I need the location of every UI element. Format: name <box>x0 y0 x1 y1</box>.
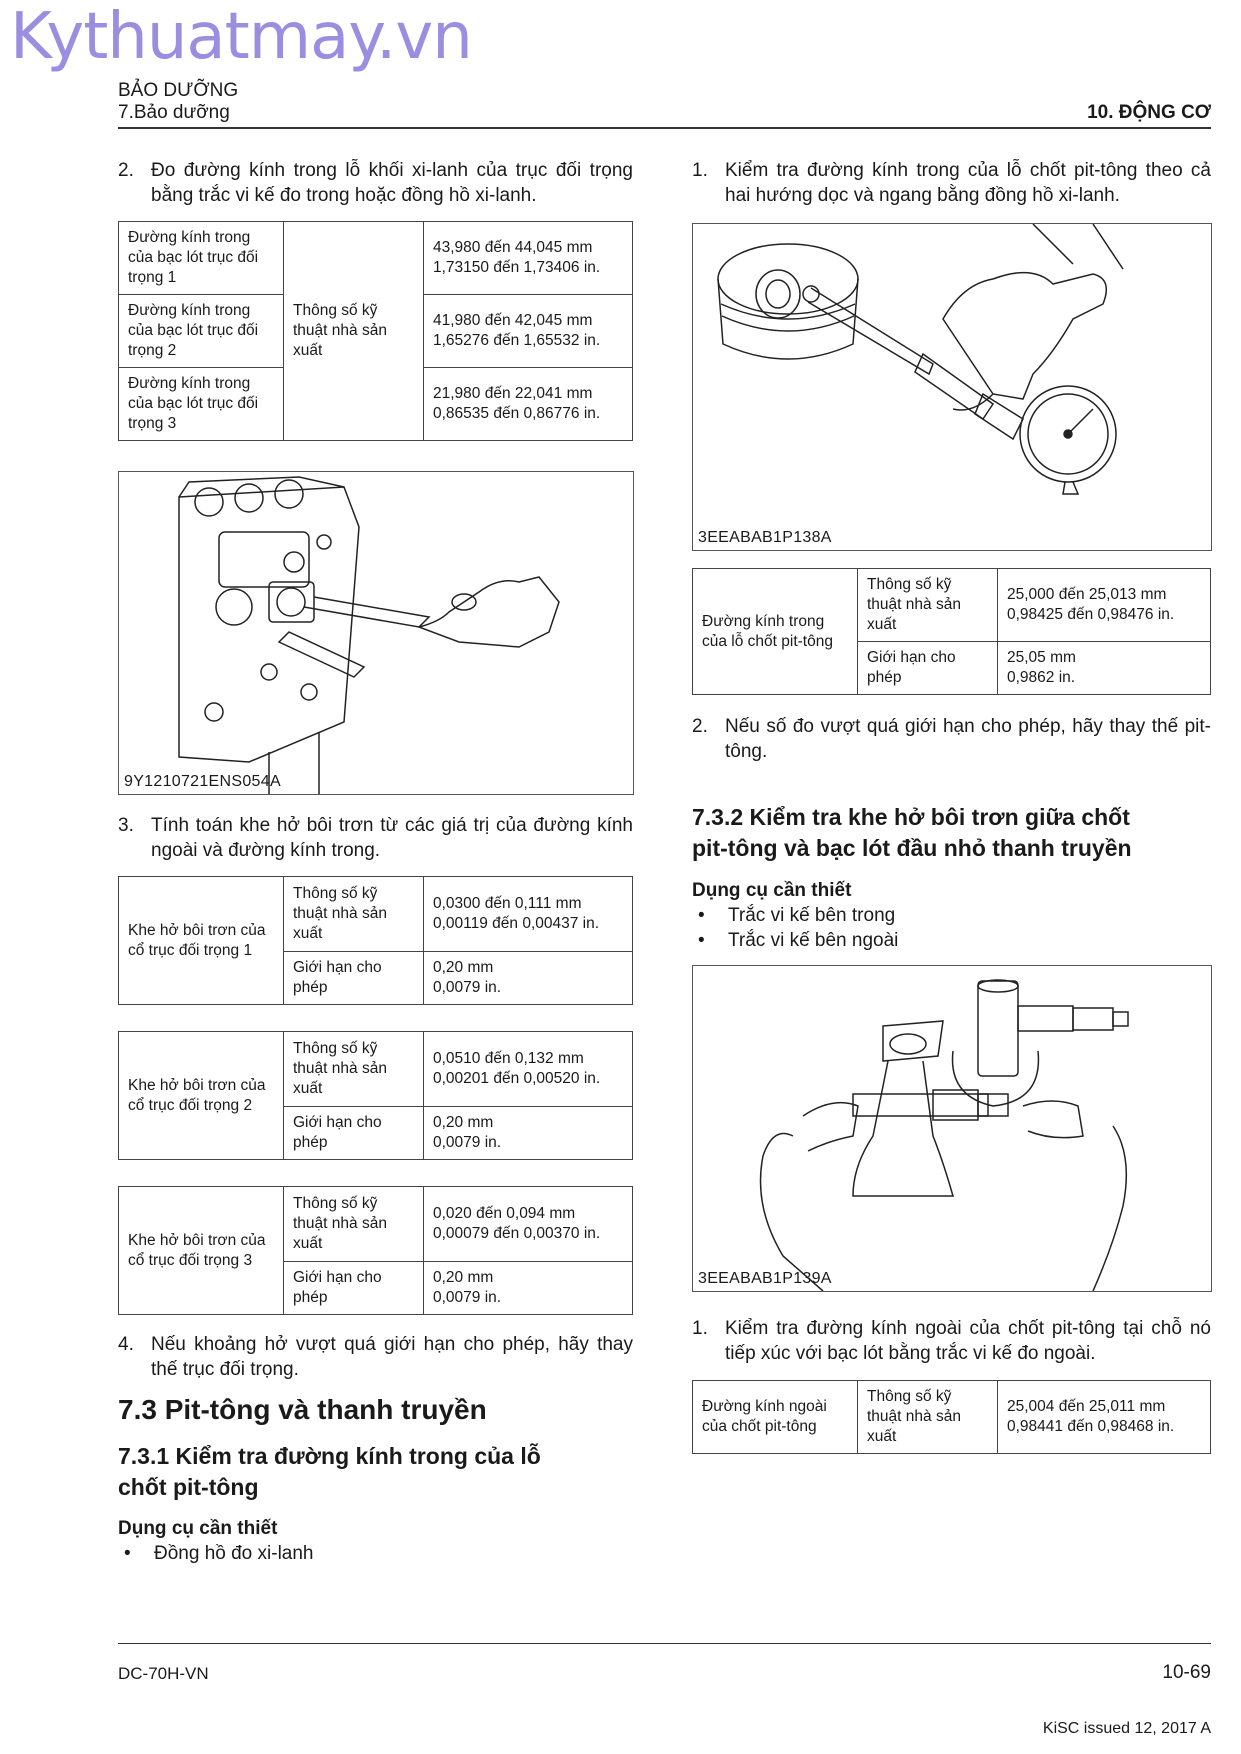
limit-label: Giới hạn cho phép <box>284 1107 424 1160</box>
spec-value: 0,0300 đến 0,111 mm 0,00119 đến 0,00437 in. <box>424 877 633 952</box>
spec-value: 0,0510 đến 0,132 mm 0,00201 đến 0,00520 in. <box>424 1032 633 1107</box>
spec-value: 43,980 đến 44,045 mm 1,73150 đến 1,73406 in. <box>424 222 633 295</box>
step-number: 2. <box>692 716 708 737</box>
pin-micrometer-illustration <box>693 966 1211 1291</box>
footer-rule <box>118 1643 1211 1644</box>
spec-label: Thông số kỹ thuật nhà sản xuất <box>284 222 424 441</box>
footer-issued: KiSC issued 12, 2017 A <box>1042 1720 1211 1737</box>
piston-gauge-illustration <box>693 224 1211 550</box>
left-step-2 <box>118 158 633 208</box>
limit-value: 0,20 mm 0,0079 in. <box>424 1107 633 1160</box>
header-section: BẢO DƯỠNG <box>118 80 239 101</box>
spec-value: 0,020 đến 0,094 mm 0,00079 đến 0,00370 in. <box>424 1187 633 1262</box>
row-label: Đường kính ngoài của chốt pit-tông <box>693 1381 858 1454</box>
right-step-2 <box>692 714 1211 764</box>
step-text: Nếu số đo vượt quá giới hạn cho phép, hãy thay thế pit-tông. <box>725 716 1211 762</box>
step-number: 1. <box>692 160 708 181</box>
bearing-id-table <box>118 221 633 441</box>
step-number: 1. <box>692 1318 708 1339</box>
spec-label: Thông số kỹ thuật nhà sản xuất <box>858 1381 998 1454</box>
row-label: Khe hở bôi trơn của cổ trục đối trọng 3 <box>119 1187 284 1315</box>
spec-label: Thông số kỹ thuật nhà sản xuất <box>284 1187 424 1262</box>
subsection-title-1a: 7.3.1 Kiểm tra đường kính trong của lỗ <box>118 1443 541 1469</box>
header-chapter: 10. ĐỘNG CƠ <box>1087 102 1211 123</box>
subsection-title-2b: pit-tông và bạc lót đầu nhỏ thanh truyền <box>692 835 1132 861</box>
tool-item: • Trắc vi kế bên ngoài <box>698 930 899 951</box>
spec-label: Thông số kỹ thuật nhà sản xuất <box>858 569 998 642</box>
header-rule <box>118 127 1211 129</box>
spec-value: 25,000 đến 25,013 mm 0,98425 đến 0,98476 in. <box>998 569 1211 642</box>
subsection-title-2a: 7.3.2 Kiểm tra khe hở bôi trơn giữa chốt <box>692 804 1130 830</box>
figure-piston-gauge <box>692 223 1212 551</box>
section-title: 7.3 Pit-tông và thanh truyền <box>118 1394 487 1425</box>
limit-value: 0,20 mm 0,0079 in. <box>424 952 633 1005</box>
limit-value: 25,05 mm 0,9862 in. <box>998 642 1211 695</box>
limit-label: Giới hạn cho phép <box>284 1262 424 1315</box>
limit-label: Giới hạn cho phép <box>284 952 424 1005</box>
spec-label: Thông số kỹ thuật nhà sản xuất <box>284 1032 424 1107</box>
right-step-1 <box>692 158 1211 208</box>
tool-item: • Trắc vi kế bên trong <box>698 905 896 926</box>
row-label: Đường kính trong của bạc lót trục đối trọng 1 <box>119 222 284 295</box>
clearance-table-1 <box>118 876 633 1005</box>
left-step-4 <box>118 1332 633 1382</box>
left-step-3 <box>118 813 633 863</box>
clearance-table-2 <box>118 1031 633 1160</box>
step-text: Nếu khoảng hở vượt quá giới hạn cho phép, hãy thay thế trục đối trọng. <box>151 1334 633 1380</box>
step-number: 3. <box>118 815 134 836</box>
spec-value: 25,004 đến 25,011 mm 0,98441 đến 0,98468 in. <box>998 1381 1211 1454</box>
spec-label: Thông số kỹ thuật nhà sản xuất <box>284 877 424 952</box>
row-label: Đường kính trong của bạc lót trục đối trọng 2 <box>119 295 284 368</box>
watermark-text: Kythuatmay.vn <box>10 0 472 74</box>
row-label: Khe hở bôi trơn của cổ trục đối trọng 1 <box>119 877 284 1005</box>
pin-od-table <box>692 1380 1211 1454</box>
step-text: Đo đường kính trong lỗ khối xi-lanh của trục đối trọng bằng trắc vi kế đo trong hoặc đồng hồ xi-lanh. <box>151 160 633 206</box>
limit-value: 0,20 mm 0,0079 in. <box>424 1262 633 1315</box>
step-number: 2. <box>118 160 134 181</box>
step-text: Kiểm tra đường kính trong của lỗ chốt pit-tông theo cả hai hướng dọc và ngang bằng đồng hồ xi-lanh. <box>725 160 1211 206</box>
right-step-1b <box>692 1316 1211 1366</box>
pin-bore-id-table <box>692 568 1211 695</box>
row-label: Khe hở bôi trơn của cổ trục đối trọng 2 <box>119 1032 284 1160</box>
step-number: 4. <box>118 1334 134 1355</box>
row-label: Đường kính trong của bạc lót trục đối trọng 3 <box>119 368 284 441</box>
tool-item: • Đồng hồ đo xi-lanh <box>124 1543 314 1564</box>
row-label: Đường kính trong của lỗ chốt pit-tông <box>693 569 858 695</box>
footer-doc-id: DC-70H-VN <box>118 1664 209 1683</box>
subsection-title-1b: chốt pit-tông <box>118 1474 259 1500</box>
tools-title: Dụng cụ cần thiết <box>118 1518 278 1539</box>
step-text: Kiểm tra đường kính ngoài của chốt pit-tông tại chỗ nó tiếp xúc với bạc lót bằng trắc vi kế đo ngoài. <box>725 1318 1211 1364</box>
spec-value: 41,980 đến 42,045 mm 1,65276 đến 1,65532 in. <box>424 295 633 368</box>
limit-label: Giới hạn cho phép <box>858 642 998 695</box>
tools-title: Dụng cụ cần thiết <box>692 880 852 901</box>
figure-code: 3EEABAB1P139A <box>698 1270 832 1287</box>
header-subsection: 7.Bảo dưỡng <box>118 102 230 123</box>
clearance-table-3 <box>118 1186 633 1315</box>
figure-code: 3EEABAB1P138A <box>698 529 832 546</box>
figure-engine-block <box>118 471 634 795</box>
step-text: Tính toán khe hở bôi trơn từ các giá trị của đường kính ngoài và đường kính trong. <box>151 815 633 861</box>
spec-value: 21,980 đến 22,041 mm 0,86535 đến 0,86776 in. <box>424 368 633 441</box>
footer-page-number: 10-69 <box>1162 1662 1211 1683</box>
engine-block-illustration <box>119 472 633 794</box>
figure-code: 9Y1210721ENS054A <box>124 773 281 790</box>
figure-pin-micrometer <box>692 965 1212 1292</box>
